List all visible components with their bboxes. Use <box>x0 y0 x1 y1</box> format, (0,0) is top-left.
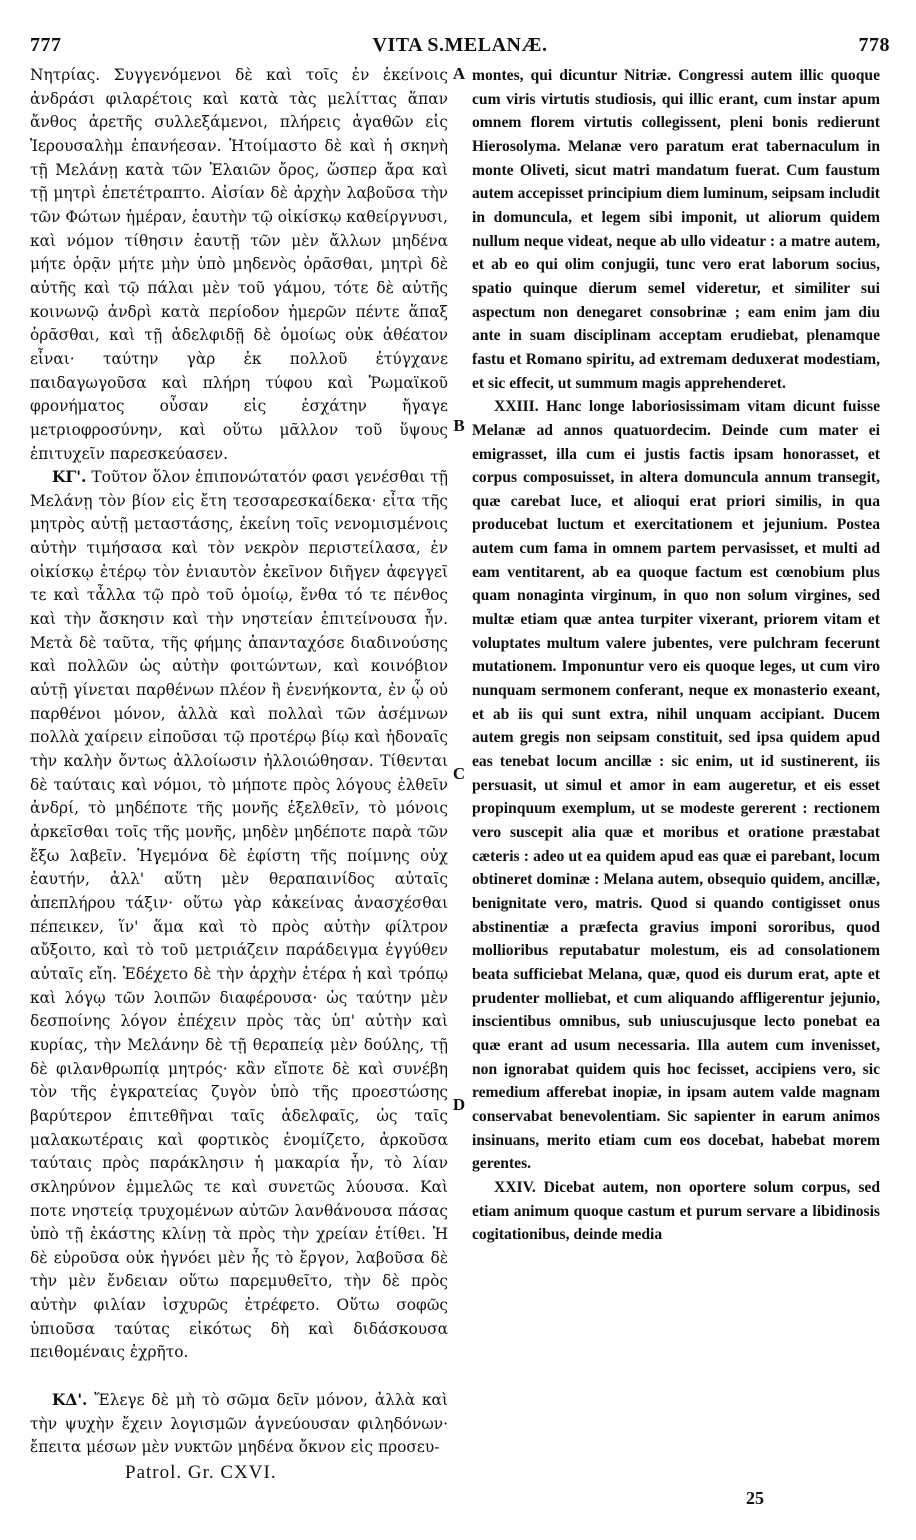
margin-marker-a: A <box>452 64 466 83</box>
latin-section-number: XXIII. <box>494 398 539 416</box>
greek-section-number: ΚΔ'. <box>52 1391 88 1410</box>
running-title: VITA S.MELANÆ. <box>372 34 548 56</box>
latin-paragraph: montes, qui dicuntur Nitriæ. Congressi autem illic quoque cum viris virtutis studiosis, qui illic erant, cum instar apum omnem florem virtutis collegissent, pleni bonis redierunt Hierosolyma. Melanæ vero paratum erat tabernaculum in monte Oliveti, sicut matri mandatum fuerat. Cum faustum autem accepisset principium diem luminum, seipsam includit in domuncula, et legem sibi imponit, ut aliorum quidem nullum neque videat, neque ab ullo videatur : a matre autem, et ab eo qui olim conjugii, tunc vero erat laborum socius, spatio quinque dierum semel videretur, et similiter sui aspectum non denegaret consobrinæ ; eam enim jam diu ante in suam disciplinam acceptam erudiebat, plenamque fastu et Romano spiritu, ad extremam deduxerat modestiam, et sic effecit, ut summum magis apprehenderet. <box>472 67 880 392</box>
margin-marker-b: B <box>453 416 465 435</box>
greek-paragraph <box>30 1389 448 1460</box>
running-header <box>30 34 890 58</box>
series-signature: Patrol. Gr. CXVI. <box>125 1462 277 1483</box>
greek-paragraph-text: Ἔλεγε δὲ μὴ τὸ σῶμα δεῖν μόνον, ἀλλὰ καὶ τὴν ψυχὴν ἔχειν λογισμῶν ἁγνεύουσαν φιληδόνων· ἔπειτα μέσων μὲν νυκτῶν μηδένα ὄκνον εἰς προσευ- <box>30 1391 448 1457</box>
greek-section-number: ΚΓ'. <box>52 468 87 487</box>
latin-paragraph <box>472 395 880 1176</box>
gathering-signature: 25 <box>746 1488 764 1508</box>
latin-paragraph-text: Dicebat autem, non oportere solum corpus, sed etiam animum quoque castum et purum servare a libidinosis cogitationibus, deinde media <box>472 1178 880 1244</box>
latin-paragraph <box>472 1176 880 1247</box>
greek-paragraph-text: Τοῦτον ὅλον ἐπιπονώτατόν φασι γενέσθαι τῇ Μελάνῃ τὸν βίον εἰς ἔτη τεσσαρεσκαίδεκα· εἶτα τῆς μητρὸς αὐτῇ μεταστάσης, ἐκείνη τοῖς νενομισμένοις αὐτὴν τιμήσασα καὶ τὸν νεκρὸν περιστείλασα, ἐν οἰκίσκῳ ἑτέρῳ τὸν ἐνιαυτὸν ἐκεῖνον διῆγεν ἀφεγγεῖ τε καὶ τἆλλα τῷ πρὸ τοῦ ὁμοίῳ, ἔνθα τό τε πένθος καὶ τὴν ἄσκησιν καὶ τὴν νηστείαν ἐπιτείνουσα ἦν. Μετὰ δὲ ταῦτα, τῆς φήμης ἁπανταχόσε διαδινούσης καὶ πολλῶν ὡς αὐτὴν φοιτώντων, καὶ κοινόβιον αὐτῇ γίνεται παρθένων πλέον ἢ ἐνενήκοντα, ἐν ᾧ οὐ παρθένοι μόνον, ἀλλὰ καὶ πολλαὶ τῶν ἀσέμνων πολλὰ χαίρειν εἰποῦσαι τῷ προτέρῳ βίῳ καὶ ἡδοναῖς τὴν καλὴν ὄντως ἀλλοίωσιν ἠλλοιώθησαν. Τίθενται δὲ ταύταις καὶ νόμοι, τὸ μήποτε πρὸς λόγους ἐλθεῖν ἀνδρί, τὸ μηδέποτε τῆς μονῆς ἐξελθεῖν, τὸ μόνοις ἀρκεῖσθαι τοῖς τῆς μονῆς, μηδὲν μηδέποτε παρὰ τῶν ἔξω λαβεῖν. Ἡγεμόνα δὲ ἐφίστη τῆς ποίμνης οὐχ ἑαυτήν, ἀλλ' αὕτη μὲν θεραπαινίδος αὐταῖς ἀπεπλήρου τάξιν· οὕτω γὰρ κἀκείνας ἀνασχέσθαι πέπεικεν, ἵν' ἅμα καὶ τὸ πρὸς αὐτὴν φίλτρον αὔξοιτο, καὶ τὸ τοῦ μετριάζειν παράδειγμα ἐγγύθεν αὐταῖς εἴη. Ἐδέχετο δὲ τὴν ἀρχὴν ἑτέρα ἡ καὶ τρόπῳ καὶ λόγῳ τῶν λοιπῶν διαφέρουσα· ὡς ταύτην μὲν δεσποίνης λόγον ἐπέχειν πρὸς τὰς ὑπ' αὐτὴν καὶ κυρίας, τὴν Μελάνην δὲ τῇ θεραπείᾳ μὲν δούλης, τῇ δὲ φιλανθρωπίᾳ μητρός· κἂν εἴποτε δὲ καὶ συνέβη τὸν τῆς ἐγκρατείας ζυγὸν ὑπὸ τῆς προεστώσης βαρύτερον ἐπιτεθῆναι ταῖς ἀδελφαῖς, ὡς ταῖς μαλακωτέραις καὶ φορτικὸς ἐνομίζετο, ἀρκοῦσα ταύταις πρὸς παράκλησιν ἡ μακαρία ἦν, τὸ λίαν σκληρύνον ἐμμελῶς τε καὶ συνετῶς λύουσα. Καὶ ποτε νηστείᾳ τρυχομένων αὐτῶν λανθάνουσα πάσας ὑπὸ τῇ ἑκάστης κλίνῃ τὰ πρὸς τὴν χρείαν ἐτίθει. Ἡ δὲ εὑροῦσα οὐκ ἠγνόει μὲν ἧς τὸ ἔργον, λαβοῦσα δὲ τὴν μὲν ἔνδειαν οὕτω παρεμυθεῖτο, τὴν δὲ πρὸς αὐτὴν φιλίαν ἰσχυρῶς ἐτρέφετο. Οὕτω σοφῶς ὑπιοῦσα ταύτας εἰκότως δὴ καὶ διδάσκουσα πειθομέναις ἐχρῆτο. <box>30 468 448 1362</box>
greek-column <box>30 64 448 1460</box>
margin-marker-d: D <box>452 1095 466 1114</box>
greek-paragraph <box>30 466 448 1365</box>
latin-column <box>472 64 880 1247</box>
latin-paragraph-text: Hanc longe laboriosissimam vitam dicunt fuisse Melanæ ad annos quatuordecim. Deinde cum mater ei emigrasset, illa cum ei justis factis ipsam honorasset, et corpus composuisset, in altera domuncula annum transegit, quæ carebat luce, et alioqui erat priori similis, in qua producebat luctum et exercitationem et jejunium. Postea autem cum fama in omnem partem pervasisset, et multi ad eam ventitarent, ab ea quoque factum est cœnobium plus quam nonaginta virginum, in quo non solum virgines, sed multæ etiam quæ antea turpiter vixerant, priorem vitam et voluptates multum valere jubentes, vere pulchram fecerunt mutationem. Imponuntur vero eis quoque leges, ut cum viro nunquam sermonem conferant, neque ex monasterio exeant, et ab iis qui sunt extra, nihil unquam accipiant. Ducem autem gregis non seipsam constituit, sed ipsa quidem apud eas tenebat locum ancillæ : sic enim, ut id sustinerent, iis persuasit, ut simul et amor in eam augeretur, et eis esset propinquum exemplum, ut se modeste gererent : rectionem vero suscepit alia quæ et moribus et oratione præstabat cæteris : adeo ut ea quidem apud eas quæ ei parebant, locum obtineret dominæ : Melana autem, obsequio quidem, ancillæ, benignitate vero, matris. Quod si quando contigisset onus abstinentiæ a præfecta gravius imponi sororibus, quod mollioribus reputabatur molestum, eis ad consolationem beata sufficiebat Melana, quæ, quod eis durum erat, apte et prudenter molliebat, et cum aliquando affligerentur jejunio, inscientibus omnibus, sub uniuscujusque lecto ponebat ea quæ erant ad usum necessaria. Illa autem cum invenisset, non ignorabat quidem quis hoc fecisset, accipiens vero, sic remedium afferebat inopiæ, in ipsam autem valde magnam conservabat benevolentiam. Sic sapienter in earum animos insinuans, merito etiam cum eos docebat, habebat morem gerentes. <box>472 398 880 1173</box>
latin-section-number: XXIV. <box>494 1178 536 1196</box>
page-number-left: 777 <box>30 34 62 56</box>
greek-paragraph: Νητρίας. Συγγενόμενοι δὲ καὶ τοῖς ἐν ἐκείνοις ἀνδράσι φιλαρέτοις καὶ κατὰ τὰς μελίττας ἅπαν ἄνθος ἀρετῆς συλλεξάμενοι, πλήρεις ἀγαθῶν εἰς Ἱερουσαλὴμ ἐπανήεσαν. Ἡτοίμαστο δὲ καὶ ἡ σκηνὴ τῇ Μελάνῃ κατὰ τῶν Ἐλαιῶν ὄρος, ὥσπερ ἄρα καὶ τῇ μητρὶ ἐπετέτραπτο. Αἰσίαν δὲ ἀρχὴν λαβοῦσα τὴν τῶν Φώτων ἡμέραν, ἑαυτὴν τῷ οἰκίσκῳ καθείργνυσι, καὶ νόμον τίθησιν ἑαυτῇ τῶν μὲν ἄλλων μηδένα μήτε ὁρᾷν μήτε μὴν ὑπὸ μηδενὸς ὁρᾶσθαι, μητρὶ δὲ αὐτῆς καὶ τῷ πάλαι μὲν τοῦ γάμου, τότε δὲ αὐτῆς κοινωνῷ ἀνδρὶ κατὰ περίοδον ἡμερῶν πέντε ἅπαξ ὁρᾶσθαι, καὶ τῇ ἀδελφιδῇ δὲ ὁμοίως οὐκ ἀθέατον εἶναι· ταύτην γὰρ ἐκ πολλοῦ ἐτύγχανε παιδαγωγοῦσα καὶ πλήρη τύφου καὶ Ῥωμαϊκοῦ φρονήματος οὖσαν εἰς ἐσχάτην ἤγαγε μετριοφροσύνην, καὶ οὕτω μᾶλλον τοῦ ὕψους ἐπιτυχεῖν παρεσκεύασεν. <box>30 66 448 463</box>
page-number-right: 778 <box>858 34 890 56</box>
margin-marker-c: C <box>452 764 466 783</box>
